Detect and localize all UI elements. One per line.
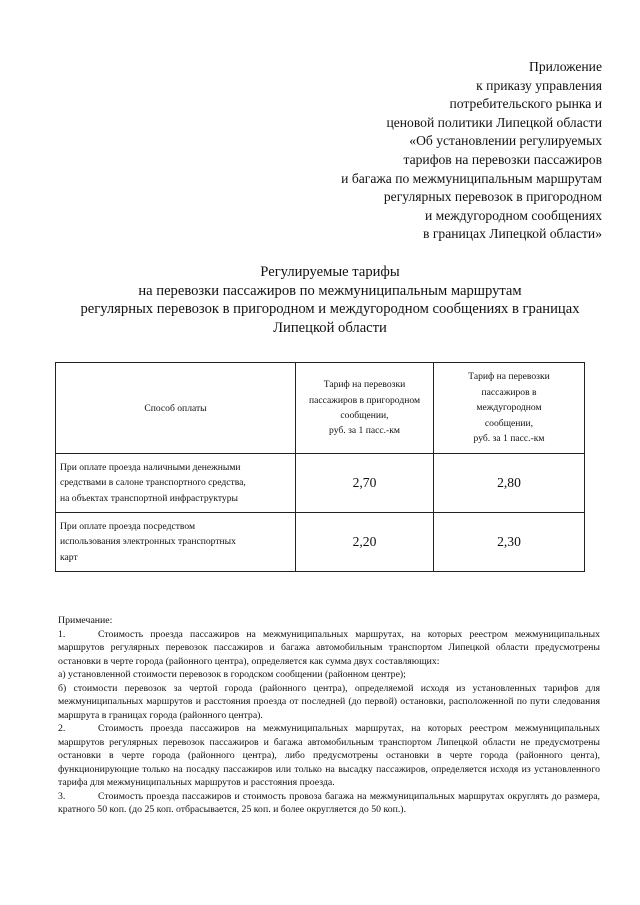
table-row (56, 513, 585, 572)
header-intercity-tariff (434, 363, 585, 454)
note-item-1 (58, 628, 600, 669)
header-line: сообщении, (340, 410, 389, 421)
header-line: руб. за 1 пасс.-км (329, 425, 400, 437)
table-row (56, 454, 585, 513)
row-label-line: При оплате проезда наличными денежными (60, 461, 241, 473)
title-line: Липецкой области (273, 319, 387, 336)
note-number: 2. (58, 723, 66, 734)
appendix-line: «Об установлении регулируемых (409, 133, 602, 149)
cash-suburban-value: 2,70 (296, 454, 434, 513)
note-item-2 (58, 722, 600, 790)
header-line: пассажиров в (481, 386, 537, 398)
document-title (40, 263, 620, 337)
title-line: Регулируемые тарифы (260, 264, 400, 280)
appendix-line: и междугородном сообщениях (424, 207, 602, 223)
appendix-line: регулярных перевозок в пригородном (383, 189, 602, 205)
cash-intercity-value: 2,80 (434, 454, 585, 513)
tariff-table (55, 362, 585, 572)
note-text: Стоимость проезда пассажиров и стоимость провоза багажа на межмуниципальных маршрутах округлять до размера, кратного 50 коп. (до 25 коп. отбрасывается, 25 коп. и более округляется до 50 коп.). (58, 790, 600, 815)
note-item-1a: а) установленной стоимости перевозок в городском сообщении (районном центре); (58, 669, 406, 680)
table-header-row (56, 363, 585, 454)
notes-section (58, 614, 600, 817)
note-item-3 (58, 790, 600, 817)
header-line: Тариф на перевозки (468, 371, 550, 383)
header-payment-method: Способ оплаты (56, 363, 296, 454)
title-line: регулярных перевозок в пригородном и междугородном сообщениях в границах (80, 301, 580, 318)
notes-heading: Примечание: (58, 615, 113, 626)
title-line: на перевозки пассажиров по межмуниципальным маршрутам (138, 282, 522, 299)
header-line: междугородном (476, 402, 542, 414)
row-label-line: средствами в салоне транспортного средства, (60, 477, 246, 489)
appendix-line: в границах Липецкой области» (423, 226, 602, 242)
header-line: руб. за 1 пасс.-км (473, 433, 545, 445)
header-line: пассажиров в пригородном (308, 394, 421, 406)
card-suburban-value: 2,20 (296, 513, 434, 572)
appendix-line: тарифов на перевозки пассажиров (403, 151, 602, 167)
row-label-line: на объектах транспортной инфраструктуры (60, 492, 238, 504)
appendix-line: ценовой политики Липецкой области (386, 114, 602, 130)
header-suburban-tariff (296, 363, 434, 454)
row-label-card (56, 513, 296, 572)
note-text: Стоимость проезда пассажиров на межмуниципальных маршрутах, на которых реестром межмуниципальных маршрутов регулярных перевозок пассажиров и багажа автомобильным транспортом Липецкой области предусмотрены остановки в черте города (районного центра), определяется как сумма двух составляющих: (58, 628, 600, 667)
appendix-line: потребительского рынка и (449, 96, 602, 112)
appendix-line: Приложение (529, 59, 602, 74)
row-label-line: карт (60, 551, 78, 563)
row-label-cash (56, 454, 296, 513)
header-line: сообщении, (484, 417, 534, 429)
appendix-line: к приказу управления (476, 77, 602, 93)
card-intercity-value: 2,30 (434, 513, 585, 572)
row-label-line: При оплате проезда посредством (60, 520, 196, 532)
header-line: Тариф на перевозки (323, 379, 406, 391)
appendix-header (341, 58, 602, 244)
row-label-line: использования электронных транспортных (60, 536, 236, 548)
note-number: 3. (58, 790, 66, 802)
note-item-1b: б) стоимости перевозок за чертой города (районного центра), определяемой исходя из установленных тарифов для межмуниципальных маршрутов и расстояния проезда от последней (до первой) остановки, расположенной по пути следования маршрута в границах города (районного центра). (58, 682, 600, 721)
appendix-line: и багажа по межмуниципальным маршрутам (341, 170, 602, 186)
note-number: 1. (58, 628, 66, 640)
note-text: Стоимость проезда пассажиров на межмуниципальных маршрутах, на которых реестром межмуниципальных маршрутов регулярных перевозок пассажиров и багажа автомобильным транспортом Липецкой области не предусмотрены остановки в черте города (районного центра), либо предусмотрены остановки в черте города (районного цента), функционирующие только на посадку пассажиров или только на высадку пассажиров, определяется исходя из установленного тарифа для межмуниципальных маршрутов и расстояния проезда. (58, 723, 600, 788)
